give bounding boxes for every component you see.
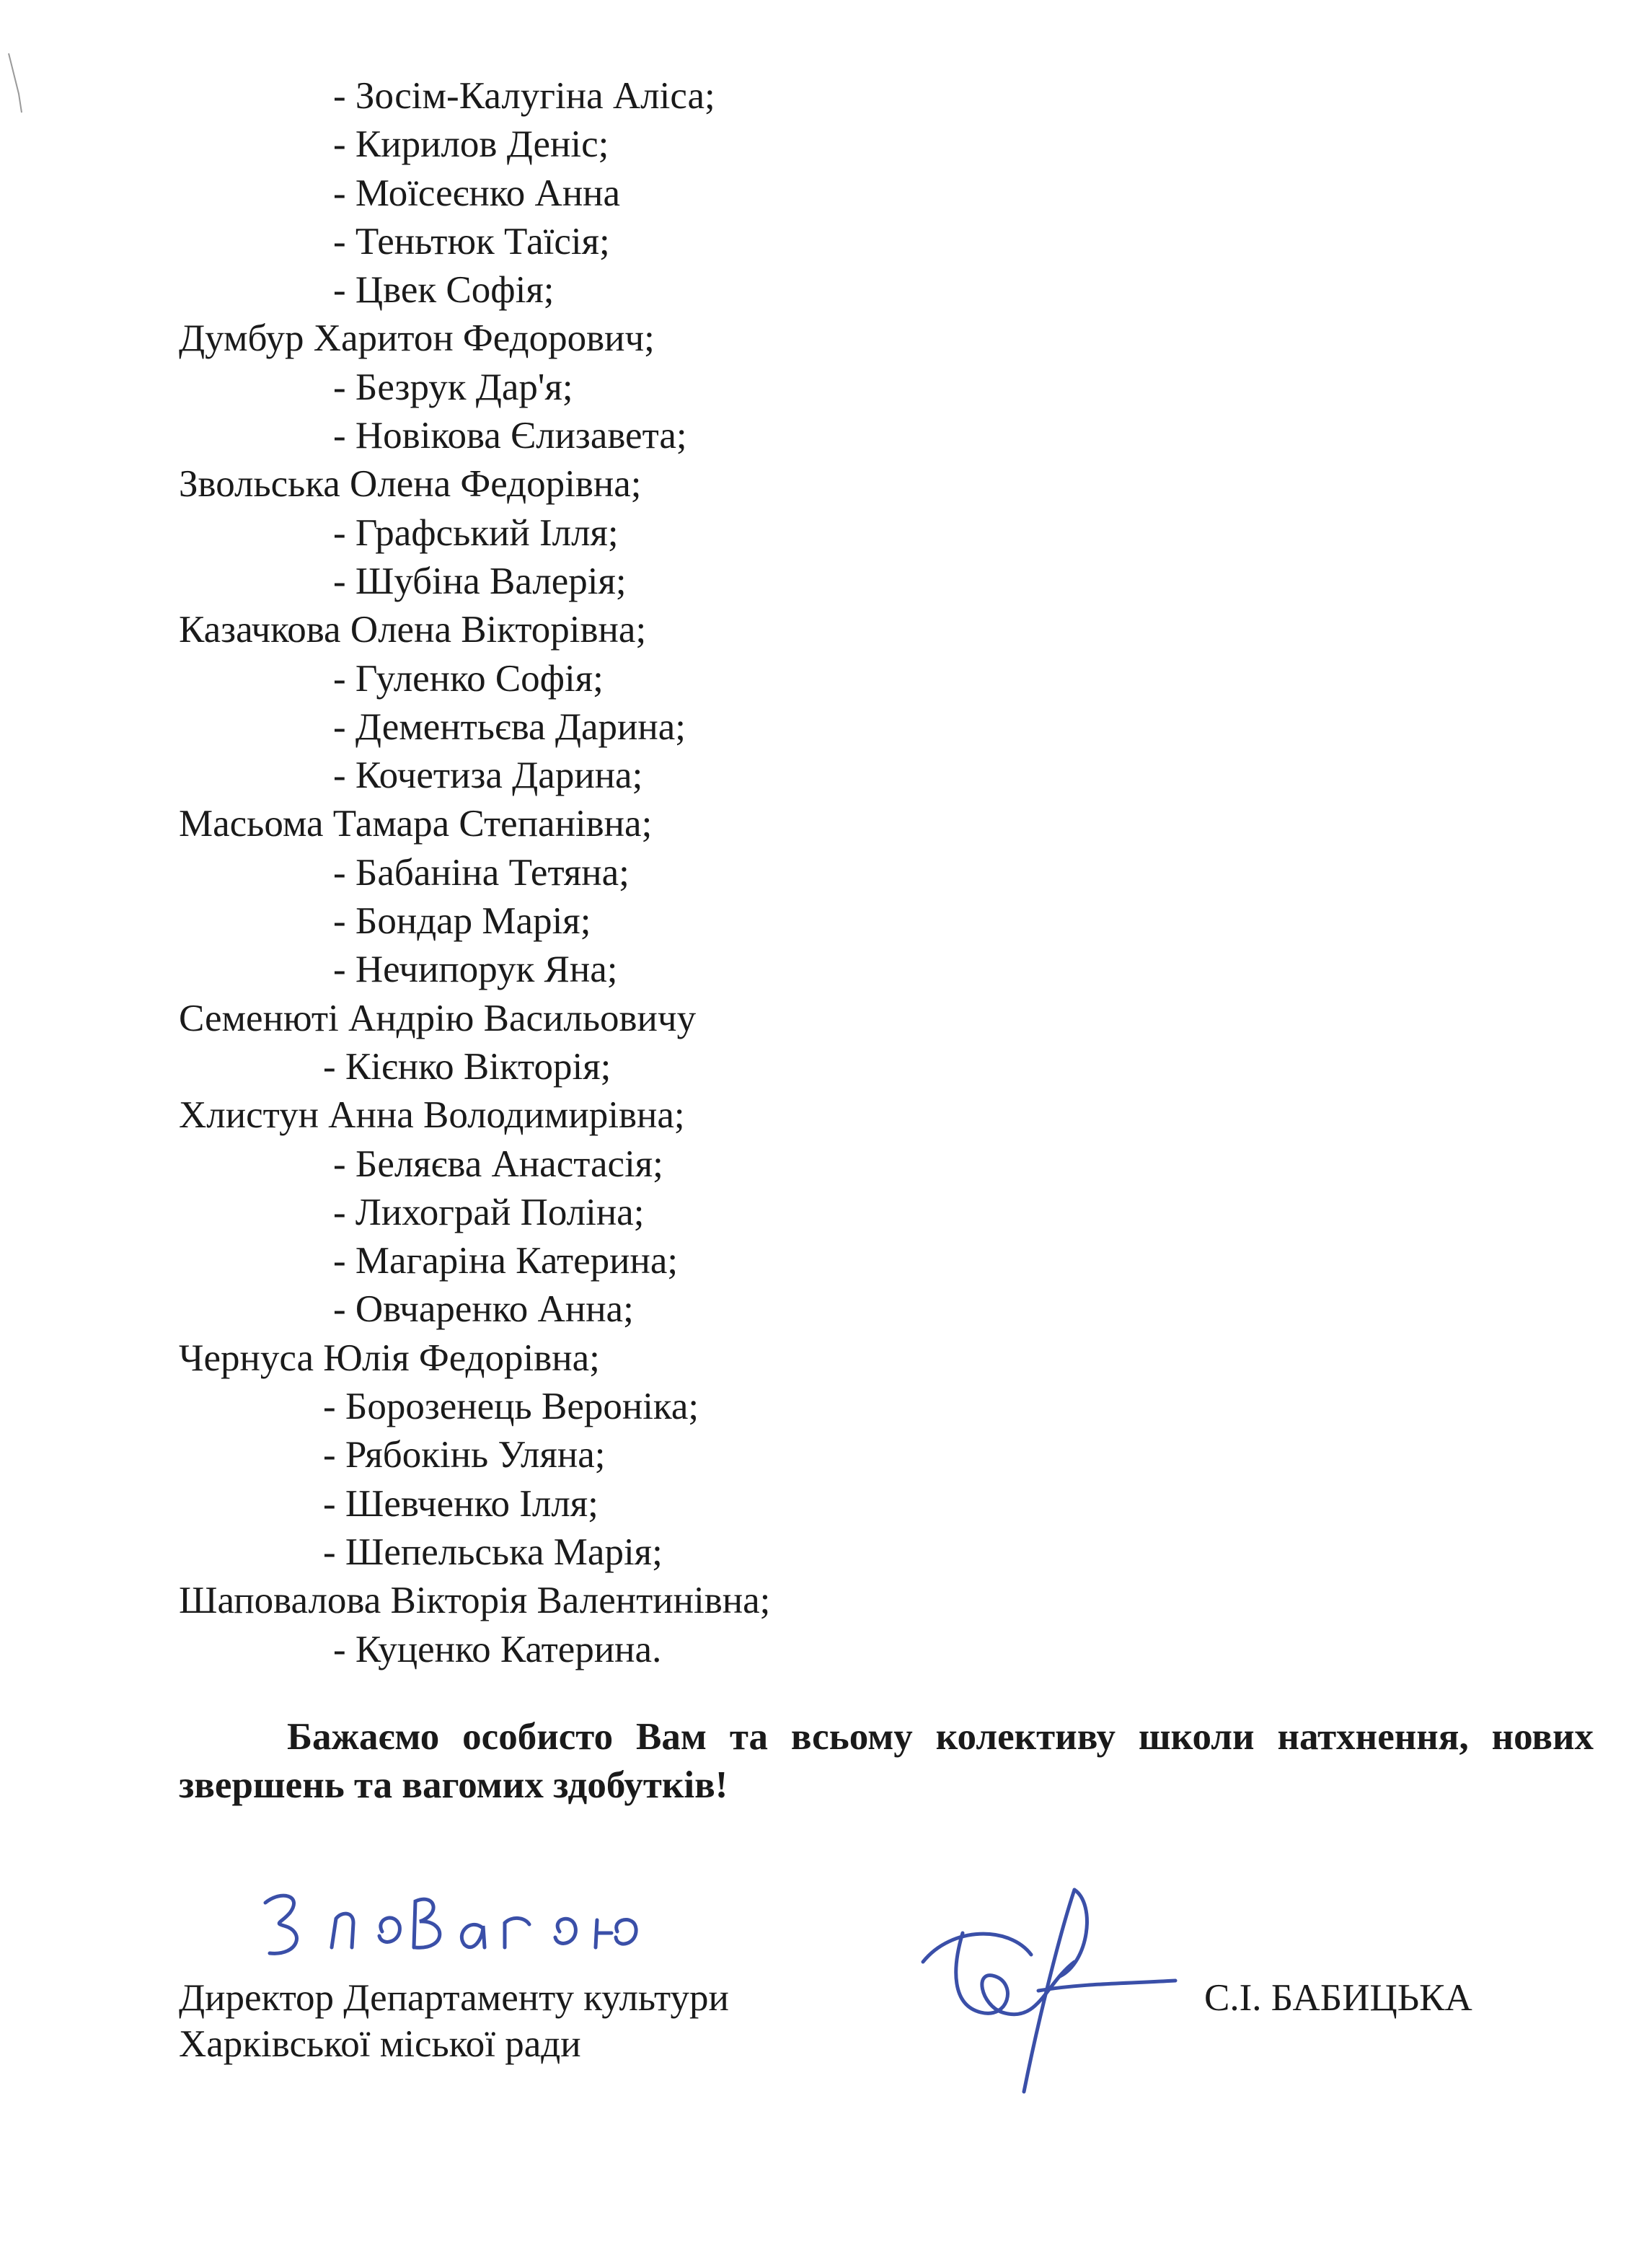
signature [894,1875,1190,2113]
student-line: - Кієнко Вікторія; [323,1045,611,1088]
student-line: - Шепельська Марія; [323,1531,663,1573]
student-line: - Безрук Дар'я; [333,366,573,408]
signer-position [179,1975,729,2067]
student-line: - Овчаренко Анна; [333,1288,634,1331]
student-line: - Новікова Єлизавета; [333,415,687,457]
student-line: - Цвек Софія; [333,269,555,312]
position-line-2: Харківської міської ради [179,2023,581,2065]
wish-paragraph: Бажаємо особисто Вам та всьому колективу школи натхнення, нових звершень та вагомих здобутків! [179,1716,1594,1806]
student-line: - Зосім-Калугіна Аліса; [333,75,715,117]
teacher-line: Казачкова Олена Вікторівна; [179,609,647,651]
teacher-line: Шаповалова Вікторія Валентинівна; [179,1580,771,1622]
student-line: - Лихограй Поліна; [333,1191,645,1233]
teacher-line: Звольська Олена Федорівна; [179,463,642,506]
student-line: - Гуленко Софія; [333,657,604,700]
handwritten-greeting [252,1875,699,1976]
recipients-list [179,72,1549,1674]
signer-name: С.І. БАБИЦЬКА [1204,1977,1472,2019]
student-line: - Беляєва Анастасія; [333,1142,663,1185]
teacher-line: Масьома Тамара Степанівна; [179,803,653,845]
teacher-line: Хлистун Анна Володимирівна; [179,1094,685,1137]
student-line: - Графський Ілля; [333,511,619,554]
student-line: - Куценко Катерина. [333,1628,662,1670]
student-line: - Моїсеєнко Анна [333,172,621,214]
scan-mark [6,50,27,115]
student-line: - Дементьєва Дарина; [333,705,686,748]
teacher-line: Чернуса Юлія Федорівна; [179,1337,600,1379]
student-line: - Кочетиза Дарина; [333,754,643,797]
position-line-1: Директор Департаменту культури [179,1977,729,2019]
student-line: - Бондар Марія; [333,900,591,943]
student-line: - Шевченко Ілля; [323,1482,598,1525]
student-line: - Теньтюк Таїсія; [333,220,610,263]
teacher-line: Семенюті Андрію Васильовичу [179,997,697,1039]
student-line: - Нечипорук Яна; [333,948,618,991]
student-line: - Магаріна Катерина; [333,1240,679,1282]
teacher-line: Думбур Харитон Федорович; [179,317,655,360]
student-line: - Кирилов Деніс; [333,123,609,166]
student-line: - Борозенець Вероніка; [323,1386,699,1428]
student-line: - Бабаніна Тетяна; [333,851,630,894]
student-line: - Шубіна Валерія; [333,560,627,602]
student-line: - Рябокінь Уляна; [323,1434,606,1476]
